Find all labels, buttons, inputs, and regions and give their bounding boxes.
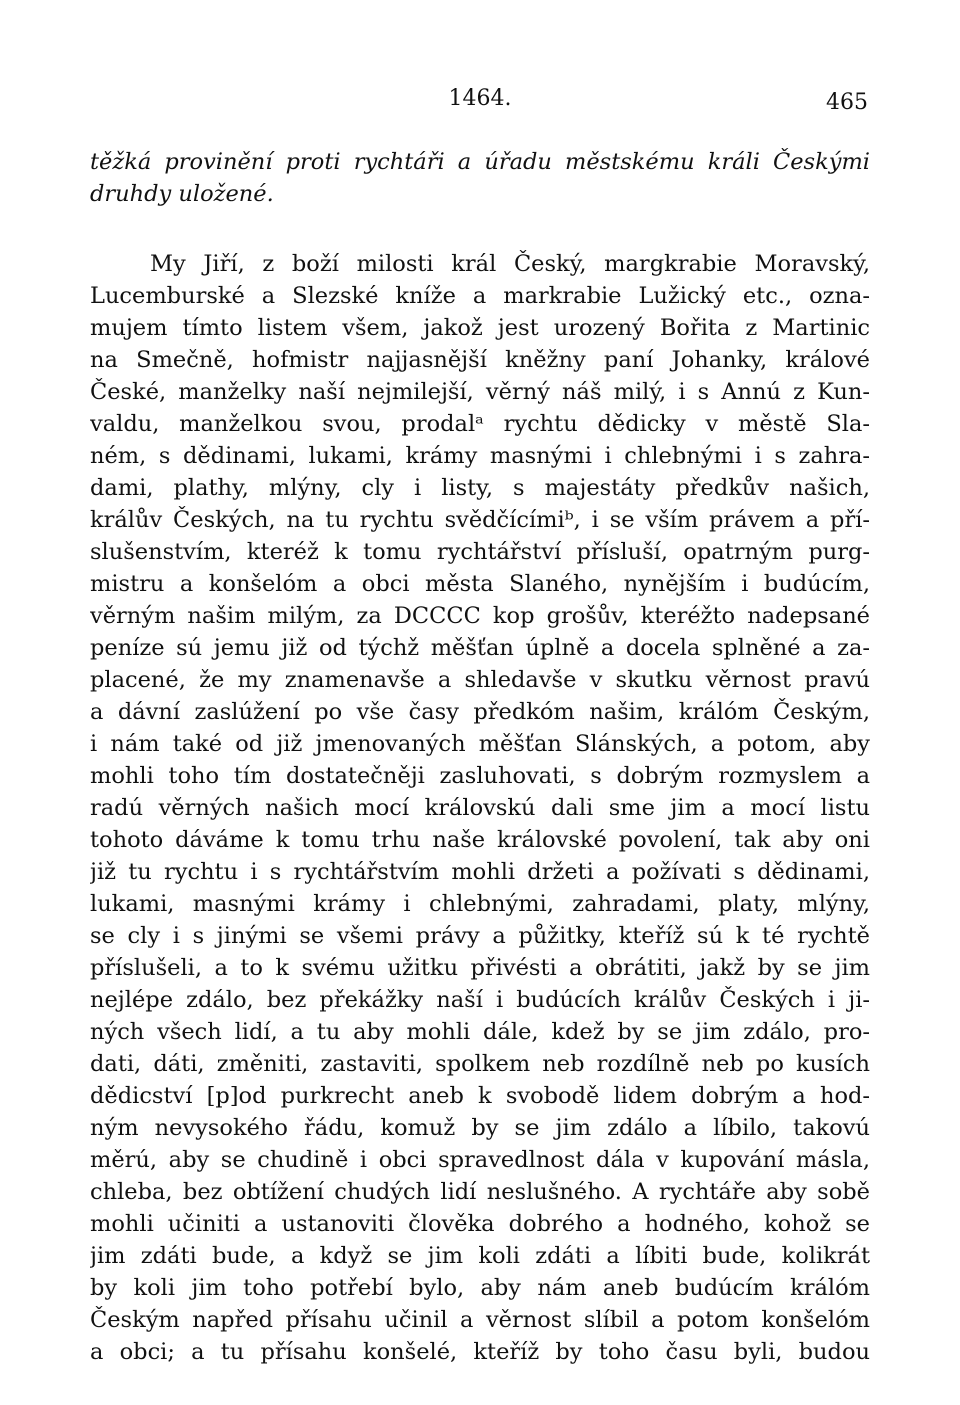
body-line: dami, plathy, mlýny, cly i listy, s majestáty předkův našich,	[90, 475, 870, 501]
body-line: peníze sú jemu již od týchž měšťan úplně a docela splněné a za-	[90, 635, 870, 661]
body-line: mistru a konšelóm a obci města Slaného, nynějším i budúcím,	[90, 571, 870, 597]
body-line: a dávní zaslúžení po vše časy předkóm našim, králóm Českým,	[90, 699, 870, 725]
body-line: valdu, manželkou svou, prodalᵃ rychtu dědicky v městě Sla-	[90, 411, 870, 437]
body-line: dati, dáti, změniti, zastaviti, spolkem neb rozdílně neb po kusích	[90, 1051, 870, 1077]
body-line: ným nevysokého řádu, komuž by se jim zdálo a líbilo, takovú	[90, 1115, 870, 1141]
body-line: se cly i s jinými se všemi právy a půžitky, kteříž sú k té rychtě	[90, 923, 870, 949]
heading-line: těžká provinění proti rychtáři a úřadu městskému králi Českými	[90, 149, 870, 175]
body-line: mohli toho tím dostatečněji zasluhovati, s dobrým rozmyslem a	[90, 763, 870, 789]
body-line: by koli jim toho potřebí bylo, aby nám aneb budúcím králóm	[90, 1275, 870, 1301]
body-line: již tu rychtu i s rychtářstvím mohli držeti a požívati s dědinami,	[90, 859, 870, 885]
page-content	[90, 146, 870, 1368]
body-line: lukami, masnými krámy i chlebnými, zahradami, platy, mlýny,	[90, 891, 870, 917]
body-paragraph	[90, 248, 870, 1368]
body-line: a obci; a tu přísahu konšelé, kteříž by toho času byli, budou	[90, 1339, 870, 1365]
body-line: ném, s dědinami, lukami, krámy masnými i chlebnými i s zahra-	[90, 443, 870, 469]
body-line: králův Českých, na tu rychtu svědčícímiᵇ, i se vším právem a pří-	[90, 507, 870, 533]
body-line: věrným našim milým, za DCCCC kop grošův, kteréžto nadepsané	[90, 603, 870, 629]
body-line: tohoto dáváme k tomu trhu naše královské povolení, tak aby oni	[90, 827, 870, 853]
heading-line: druhdy uložené.	[90, 181, 274, 207]
body-line: měrú, aby se chudině i obci spravedlnost dála v kupování másla,	[90, 1147, 870, 1173]
document-heading	[90, 146, 870, 210]
body-line: ných všech lidí, a tu aby mohli dále, kdež by se jim zdálo, pro-	[90, 1019, 870, 1045]
body-line: Českým napřed přísahu učinil a věrnost slíbil a potom konšelóm	[90, 1307, 870, 1333]
body-line: mujem tímto listem všem, jakož jest urozený Bořita z Martinic	[90, 315, 870, 341]
body-line: příslušeli, a to k svému užitku přivésti a obrátiti, jakž by se jim	[90, 955, 870, 981]
body-line: chleba, bez obtížení chudých lidí neslušného. A rychtáře aby sobě	[90, 1179, 870, 1205]
body-line: České, manželky naší nejmilejší, věrný náš milý, i s Annú z Kun-	[90, 379, 870, 405]
body-line: na Smečně, hofmistr najjasnější kněžny paní Johanky, králové	[90, 347, 870, 373]
body-line: My Jiří, z boží milosti král Český, margkrabie Moravský,	[150, 251, 870, 277]
body-line: dědicství [p]od purkrecht aneb k svobodě lidem dobrým a hod-	[90, 1083, 870, 1109]
page-number: 465	[826, 90, 868, 115]
body-line: i nám také od již jmenovaných měšťan Slánských, a potom, aby	[90, 731, 870, 757]
running-header-year: 1464.	[448, 86, 512, 111]
body-line: placené, že my znamenavše a shledavše v skutku věrnost pravú	[90, 667, 870, 693]
body-line: mohli učiniti a ustanoviti člověka dobrého a hodného, kohož se	[90, 1211, 870, 1237]
body-line: slušenstvím, kteréž k tomu rychtářství přísluší, opatrným purg-	[90, 539, 870, 565]
body-line: Lucemburské a Slezské kníže a markrabie Lužický etc., ozna-	[90, 283, 870, 309]
body-line: radú věrných našich mocí královskú dali sme jim a mocí listu	[90, 795, 870, 821]
body-line: jim zdáti bude, a když se jim koli zdáti a líbiti bude, kolikrát	[90, 1243, 870, 1269]
body-line: nejlépe zdálo, bez překážky naší i budúcích králův Českých i ji-	[90, 987, 870, 1013]
